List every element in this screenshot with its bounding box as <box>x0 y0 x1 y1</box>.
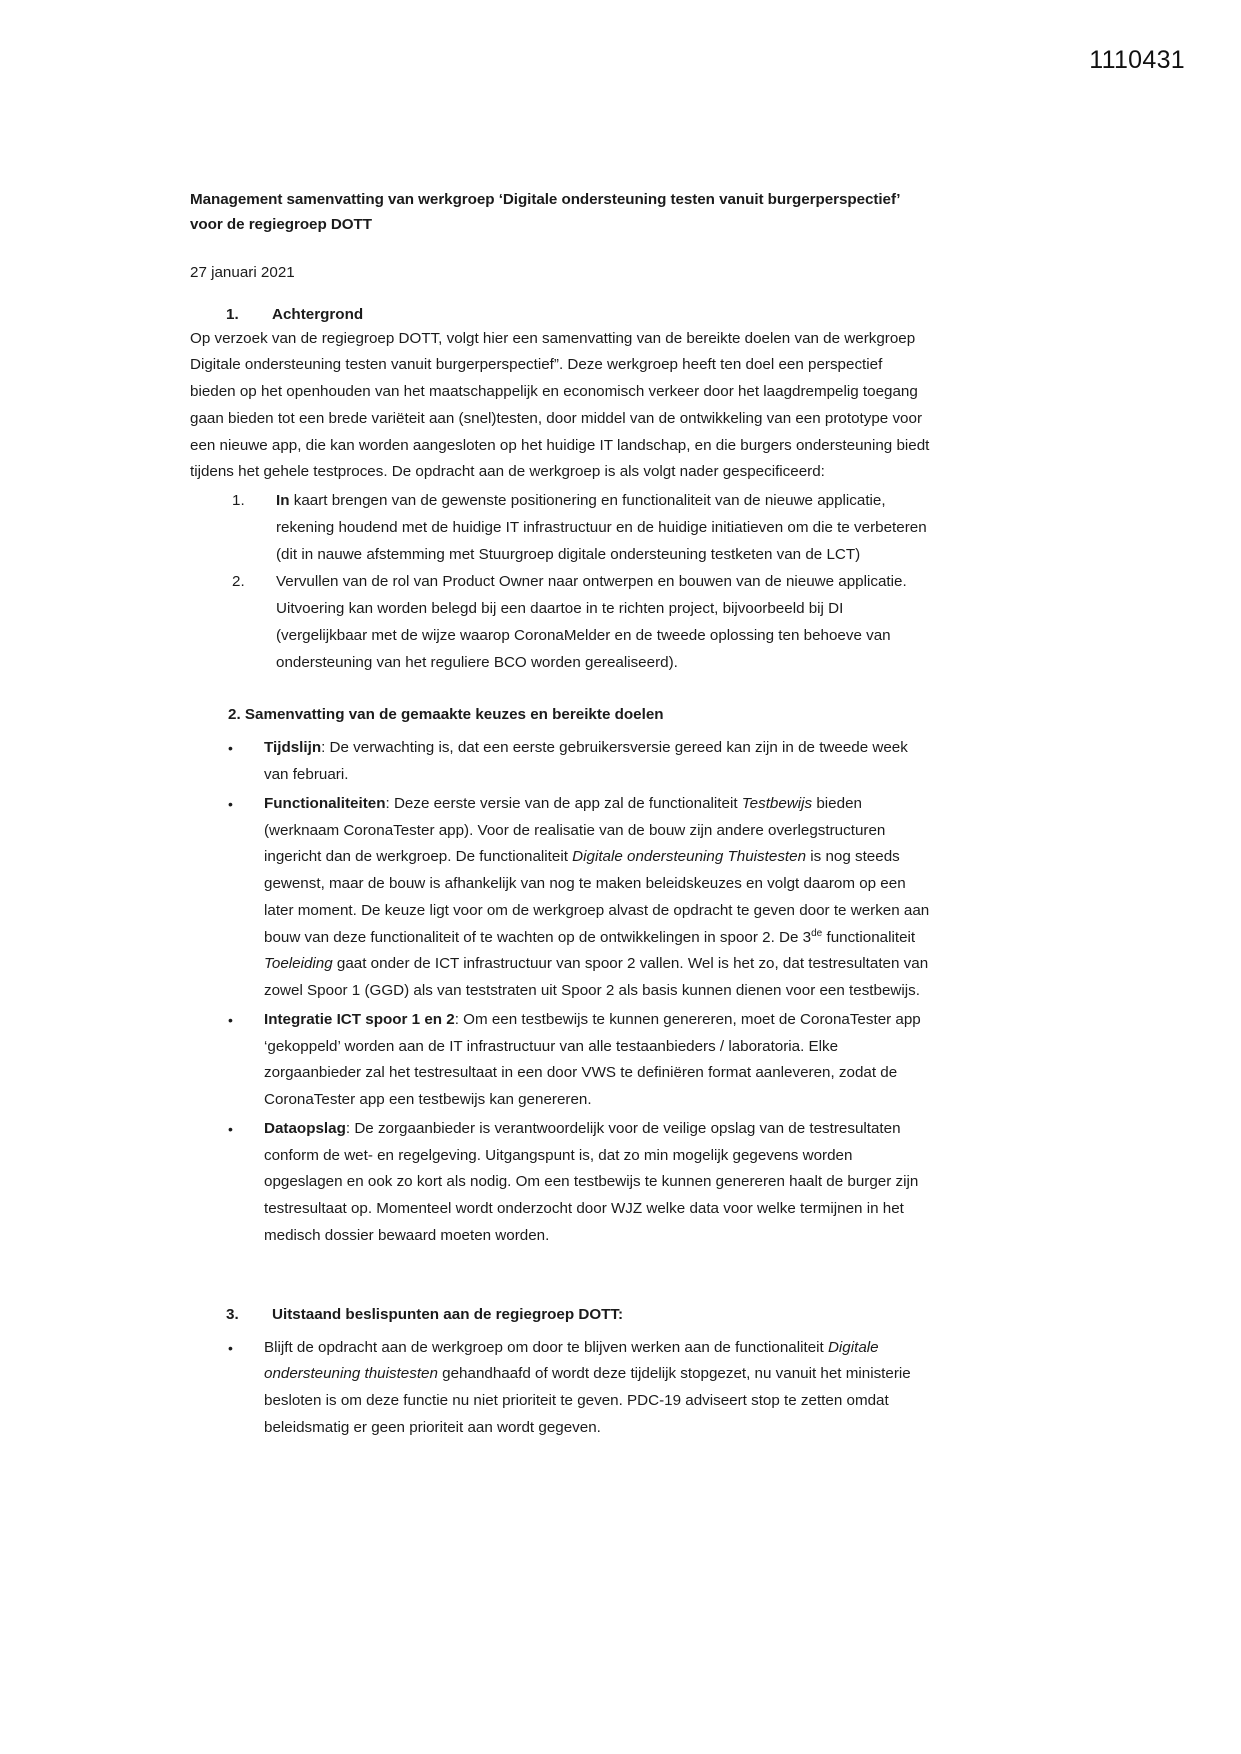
section-3-number: 3. <box>226 1305 239 1323</box>
bullet-icon: • <box>228 1339 233 1356</box>
bullet-seg-3: is nog steeds gewenst, maar de bouw is afhankelijk van nog te maken beleidskeuzes en volgt daarom op een later moment. De keuze ligt voor om de werkgroep alvast de opdracht te geven door te werken aan bouw van deze functionaliteit of te wachten op de ontwikkelingen in spoor 2. De 3 <box>264 848 930 946</box>
list-item-rest: Vervullen van de rol van Product Owner naar ontwerpen en bouwen van de nieuwe applicatie. Uitvoering kan worden belegd bij een daartoe in te richten project, bijvoorbeeld bij DI (vergelijkbaar met de wijze waarop CoronaMelder en de tweede oplossing ten behoeve van ondersteuning van het reguliere BCO worden gerealiseerd). <box>276 573 907 671</box>
bullet-lead: Integratie ICT spoor 1 en 2 <box>264 1010 455 1028</box>
bullet-seg-5: gaat onder de ICT infrastructuur van spoor 2 vallen. Wel is het zo, dat testresultaten van zowel Spoor 1 (GGD) als van teststraten uit Spoor 2 als basis kunnen dienen voor een testbewijs. <box>264 955 929 1000</box>
section-spacer <box>190 1250 930 1286</box>
bullet-seg-1: Blijft de opdracht aan de werkgroep om door te blijven werken aan de functionaliteit <box>264 1338 828 1356</box>
section-3-bullet-list <box>190 1335 930 1442</box>
list-item <box>190 1007 930 1114</box>
list-item <box>190 791 930 1005</box>
bullet-seg-1: : De verwachting is, dat een eerste gebruikersversie gereed kan zijn in de tweede week van februari. <box>264 739 908 784</box>
section-1-heading-label: Achtergrond <box>272 305 364 323</box>
section-3-heading-label: Uitstaand beslispunten aan de regiegroep DOTT: <box>272 1305 624 1323</box>
ordinal-superscript: de <box>811 927 823 939</box>
section-1-paragraph: Op verzoek van de regiegroep DOTT, volgt hier een samenvatting van de bereikte doelen van de werkgroep Digitale ondersteuning testen vanuit burgerperspectief”. Deze werkgroep heeft ten doel een perspectief bieden op het openhouden van het maatschappelijk en economisch verkeer door het laagdrempelig toegang gaan bieden tot een brede variëteit aan (snel)testen, door middel van de ontwikkeling van een prototype voor een nieuwe app, die kan worden aangesloten op het huidige IT landschap, en die burgers ondersteuning biedt tijdens het gehele testproces. De opdracht aan de werkgroep is als volgt nader gespecificeerd: <box>190 329 930 481</box>
list-item-marker: 1. <box>232 492 245 510</box>
list-item-text <box>264 1007 930 1114</box>
list-item-text <box>264 791 930 1005</box>
section-1-item-list <box>190 488 930 676</box>
list-item <box>190 1335 930 1442</box>
list-item <box>190 488 930 568</box>
bullet-seg-1: : Deze eerste versie van de app zal de functionaliteit <box>385 794 742 812</box>
document-date: 27 januari 2021 <box>190 264 295 282</box>
section-1-number: 1. <box>226 305 239 323</box>
list-item-lead: In <box>276 492 290 510</box>
list-item <box>190 735 930 789</box>
list-item-text <box>264 735 930 789</box>
bullet-icon: • <box>228 740 233 757</box>
list-item <box>190 569 930 676</box>
bullet-seg-2: bieden (werknaam CoronaTester app). Voor de realisatie van de bouw zijn andere overlegstructuren ingericht dan de werkgroep. De functionaliteit <box>264 794 886 866</box>
list-item-text <box>264 1116 930 1250</box>
list-item-text <box>276 488 930 568</box>
bullet-lead: Tijdslijn <box>264 739 322 757</box>
document-body <box>190 188 930 1442</box>
bullet-italic-1: Digitale ondersteuning thuistesten <box>264 1338 879 1383</box>
bullet-seg-1: : De zorgaanbieder is verantwoordelijk voor de veilige opslag van de testresultaten conform de wet- en regelgeving. Uitgangspunt is, dat zo min mogelijk gegevens worden opgeslagen en ook zo kort als nodig. Om een testbewijs te kunnen genereren haalt de burger zijn testresultaat op. Momenteel wordt onderzocht door WJZ welke data voor welke termijnen in het medisch dossier bewaard moeten worden. <box>264 1119 919 1244</box>
list-item-rest: kaart brengen van de gewenste positionering en functionaliteit van de nieuwe applicatie, rekening houdend met de huidige IT infrastructuur en de huidige initiatieven om die te verbeteren (dit in nauwe afstemming met Stuurgroep digitale ondersteuning testketen van de LCT) <box>276 492 927 563</box>
list-item-text <box>264 1335 930 1442</box>
bullet-italic-3: Toeleiding <box>264 955 333 973</box>
bullet-italic-2: Digitale ondersteuning Thuistesten <box>572 848 807 866</box>
section-3-heading <box>190 1306 930 1323</box>
bullet-seg-1: : Om een testbewijs te kunnen genereren, moet de CoronaTester app ‘gekoppeld’ worden aan de IT infrastructuur van alle testaanbieders / laboratoria. Elke zorgaanbieder zal het testresultaat in een door VWS te definiëren format aanleveren, zodat de CoronaTester app een testbewijs kan genereren. <box>264 1010 921 1109</box>
document-title <box>190 188 930 237</box>
list-item-text <box>276 569 930 676</box>
section-2-bullet-list <box>190 735 930 1249</box>
bullet-icon: • <box>228 795 233 812</box>
bullet-lead: Dataopslag <box>264 1119 346 1137</box>
bullet-icon: • <box>228 1011 233 1028</box>
section-2-heading: 2. Samenvatting van de gemaakte keuzes en bereikte doelen <box>228 706 664 724</box>
document-title-line-1: Management samenvatting van werkgroep ‘Digitale ondersteuning testen vanuit burgerperspectief’ voor de <box>190 191 900 233</box>
bullet-seg-4: functionaliteit <box>822 928 916 946</box>
bullet-italic-1: Testbewijs <box>741 794 813 812</box>
bullet-lead: Functionaliteiten <box>264 794 386 812</box>
list-item <box>190 1116 930 1250</box>
list-item-marker: 2. <box>232 573 245 591</box>
page-number-stamp: 1110431 <box>1089 46 1185 74</box>
bullet-icon: • <box>228 1120 233 1137</box>
section-1-heading <box>190 306 930 323</box>
document-title-line-2: regiegroep DOTT <box>248 215 372 233</box>
bullet-seg-2: gehandhaafd of wordt deze tijdelijk stopgezet, nu vanuit het ministerie besloten is om deze functie nu niet prioriteit te geven. PDC-19 adviseert stop te zetten omdat beleidsmatig er geen prioriteit aan wordt gegeven. <box>264 1365 911 1436</box>
